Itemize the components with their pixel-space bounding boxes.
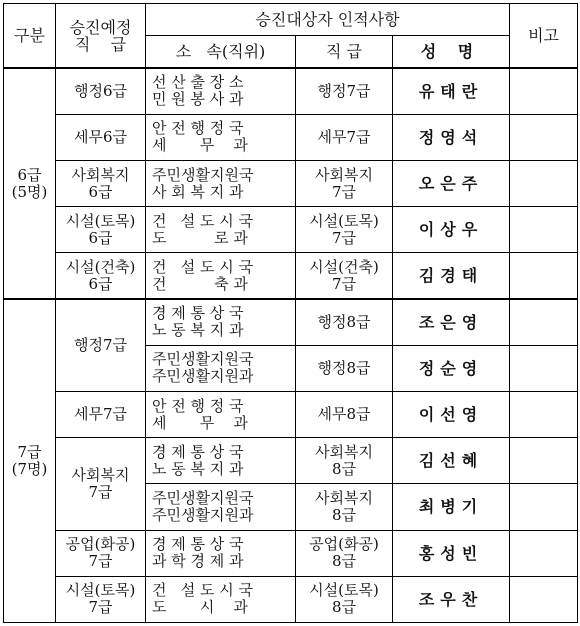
note-cell <box>510 299 578 345</box>
dept-cell <box>146 438 296 484</box>
dept-line: 세 무 과 <box>152 136 248 155</box>
note-cell <box>510 345 578 391</box>
note-cell <box>510 253 578 299</box>
dept-cell <box>146 391 296 437</box>
rank-line: 사회복지 <box>315 442 373 461</box>
target-grade-cell <box>56 253 146 299</box>
rank-line: 사회복지 <box>315 488 373 507</box>
table-row <box>4 207 578 253</box>
target-grade-cell <box>56 114 146 160</box>
note-cell <box>510 160 578 206</box>
dept-line: 세 무 과 <box>152 413 248 432</box>
rank-cell <box>296 114 393 160</box>
note-cell <box>510 391 578 437</box>
note-cell <box>510 484 578 530</box>
table-row <box>4 160 578 206</box>
header-note: 비고 <box>510 4 578 69</box>
table-row <box>4 68 578 114</box>
dept-line: 주민생활지원과 <box>152 367 254 386</box>
target-grade-line: 6급 <box>88 274 113 293</box>
dept-line: 주민생활지원국 <box>152 488 254 507</box>
rank-line: 8급 <box>331 459 357 478</box>
header-name: 성 명 <box>393 36 510 69</box>
name-cell: 홍성빈 <box>393 530 510 576</box>
group-cell <box>4 299 56 622</box>
dept-line: 안 전 행 정 국 <box>152 396 244 415</box>
dept-cell <box>146 207 296 253</box>
target-grade-line: 7급 <box>88 598 113 617</box>
rank-line: 8급 <box>331 552 357 571</box>
name-cell: 유태란 <box>393 68 510 114</box>
name-cell: 최병기 <box>393 484 510 530</box>
name-cell: 조은영 <box>393 299 510 345</box>
target-grade-line: 행정7급 <box>73 335 127 354</box>
rank-line: 시설(건축) <box>309 257 379 276</box>
dept-cell <box>146 345 296 391</box>
table-row <box>4 114 578 160</box>
note-cell <box>510 207 578 253</box>
name-cell: 조우찬 <box>393 576 510 622</box>
target-grade-cell <box>56 391 146 437</box>
promotion-table <box>3 3 578 623</box>
header-dept: 소 속(직위) <box>146 36 296 69</box>
rank-line: 8급 <box>331 505 357 524</box>
table-row <box>4 253 578 299</box>
name-cell: 정영석 <box>393 114 510 160</box>
rank-cell <box>296 299 393 345</box>
group-count: (7명) <box>11 460 48 478</box>
dept-cell <box>146 299 296 345</box>
rank-line: 세무8급 <box>317 405 371 424</box>
target-grade-line: 6급 <box>88 228 113 247</box>
note-cell <box>510 438 578 484</box>
rank-cell <box>296 207 393 253</box>
dept-line: 경 제 통 상 국 <box>152 304 244 323</box>
target-grade-line: 공업(화공) <box>65 535 136 554</box>
dept-cell <box>146 484 296 530</box>
target-grade-cell <box>56 68 146 114</box>
group-label: 6급 <box>17 165 42 184</box>
rank-line: 시설(토목) <box>309 581 379 600</box>
target-grade-line: 세무7급 <box>73 405 127 424</box>
dept-line: 안 전 행 정 국 <box>152 119 244 138</box>
rank-cell <box>296 345 393 391</box>
dept-cell <box>146 253 296 299</box>
header-person-info: 승진대상자 인적사항 <box>146 4 510 36</box>
target-grade-line: 시설(건축) <box>65 257 136 276</box>
target-grade-line: 행정6급 <box>73 81 127 100</box>
rank-line: 행정8급 <box>317 312 371 331</box>
dept-line: 선 산 출 장 소 <box>152 73 244 92</box>
dept-line: 경 제 통 상 국 <box>152 442 244 461</box>
group-label: 7급 <box>17 443 42 461</box>
name-cell: 이상우 <box>393 207 510 253</box>
rank-cell <box>296 68 393 114</box>
name-cell: 오은주 <box>393 160 510 206</box>
target-grade-line: 7급 <box>88 552 113 571</box>
table-row <box>4 299 578 345</box>
dept-line: 주민생활지원국 <box>152 350 254 369</box>
header-target-grade-line2: 직 급 <box>74 34 127 54</box>
note-cell <box>510 530 578 576</box>
dept-line: 건 설 도 시 국 <box>152 211 254 230</box>
rank-line: 사회복지 <box>315 165 373 184</box>
rank-line: 행정7급 <box>317 81 371 100</box>
table-body <box>4 68 578 623</box>
header-target-grade <box>56 4 146 69</box>
header-group: 구분 <box>4 4 56 69</box>
dept-line: 민 원 봉 사 과 <box>152 90 244 109</box>
dept-cell <box>146 160 296 206</box>
rank-line: 공업(화공) <box>309 535 379 554</box>
rank-cell <box>296 391 393 437</box>
rank-cell <box>296 530 393 576</box>
table-row <box>4 438 578 484</box>
dept-line: 주민생활지원국 <box>152 165 254 184</box>
target-grade-cell <box>56 160 146 206</box>
rank-cell <box>296 438 393 484</box>
note-cell <box>510 114 578 160</box>
rank-line: 8급 <box>331 598 357 617</box>
note-cell <box>510 68 578 114</box>
rank-cell <box>296 160 393 206</box>
table-row <box>4 530 578 576</box>
dept-line: 건 축 과 <box>152 274 248 293</box>
dept-line: 건 설 도 시 국 <box>152 581 254 600</box>
dept-line: 과 학 경 제 과 <box>152 552 244 571</box>
target-grade-line: 시설(토목) <box>65 581 136 600</box>
name-cell: 이선영 <box>393 391 510 437</box>
dept-line: 도 시 과 <box>152 598 248 617</box>
rank-line: 시설(토목) <box>309 211 379 230</box>
dept-cell <box>146 68 296 114</box>
dept-line: 사 회 복 지 과 <box>152 182 244 201</box>
dept-cell <box>146 576 296 622</box>
rank-cell <box>296 576 393 622</box>
name-cell: 김경태 <box>393 253 510 299</box>
rank-line: 세무7급 <box>317 127 371 146</box>
rank-line: 7급 <box>331 182 357 201</box>
target-grade-cell <box>56 530 146 576</box>
dept-cell <box>146 530 296 576</box>
header-rank: 직 급 <box>296 36 393 69</box>
rank-line: 7급 <box>331 228 357 247</box>
name-cell: 김선혜 <box>393 438 510 484</box>
group-count: (5명) <box>11 182 48 201</box>
target-grade-cell <box>56 207 146 253</box>
target-grade-cell <box>56 576 146 622</box>
dept-line: 주민생활지원과 <box>152 505 254 524</box>
note-cell <box>510 576 578 622</box>
dept-line: 경 제 통 상 국 <box>152 535 244 554</box>
rank-cell <box>296 253 393 299</box>
target-grade-line: 사회복지 <box>71 465 130 484</box>
table-row <box>4 391 578 437</box>
target-grade-line: 시설(토목) <box>65 211 136 230</box>
table-row <box>4 576 578 622</box>
group-cell <box>4 68 56 299</box>
dept-line: 도 로 과 <box>152 228 248 247</box>
target-grade-line: 세무6급 <box>73 127 127 146</box>
dept-cell <box>146 114 296 160</box>
target-grade-cell <box>56 299 146 391</box>
rank-cell <box>296 484 393 530</box>
name-cell: 정순영 <box>393 345 510 391</box>
target-grade-line: 사회복지 <box>71 165 130 184</box>
target-grade-cell <box>56 438 146 530</box>
dept-line: 노 동 복 지 과 <box>152 459 244 478</box>
rank-line: 행정8급 <box>317 358 371 377</box>
dept-line: 노 동 복 지 과 <box>152 321 244 340</box>
rank-line: 7급 <box>331 274 357 293</box>
dept-line: 건 설 도 시 국 <box>152 257 254 276</box>
header-target-grade-line1: 승진예정 <box>69 17 132 37</box>
target-grade-line: 7급 <box>88 482 113 501</box>
target-grade-line: 6급 <box>88 182 113 201</box>
